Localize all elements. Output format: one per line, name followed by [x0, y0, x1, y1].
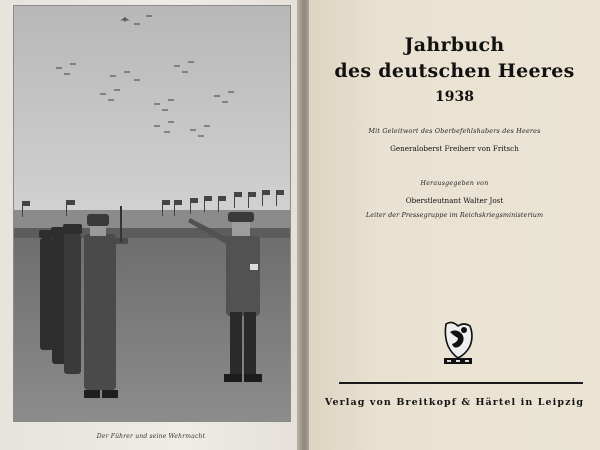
photo-caption: Der Führer und seine Wehrmacht	[96, 433, 206, 440]
publisher-emblem-icon	[440, 318, 476, 366]
editor-name: Oberstleutnant Walter Jost	[405, 196, 504, 205]
foreword-note: Mit Geleitwort des Oberbefehlshabers des Heeres	[368, 127, 541, 135]
editor-label: Herausgegeben von	[420, 180, 489, 187]
book-year: 1938	[435, 89, 474, 105]
book-title-line-2: des deutschen Heeres	[334, 60, 575, 82]
parade-photo	[13, 5, 291, 422]
divider-rule	[339, 382, 583, 384]
book-title-line-1: Jahrbuch	[404, 34, 505, 56]
publisher-imprint: Verlag von Breitkopf & Härtel in Leipzig	[324, 397, 585, 408]
editor-role: Leiter der Pressegruppe im Reichskriegsministerium	[365, 211, 544, 219]
foreword-author: Generaloberst Freiherr von Fritsch	[390, 144, 519, 153]
